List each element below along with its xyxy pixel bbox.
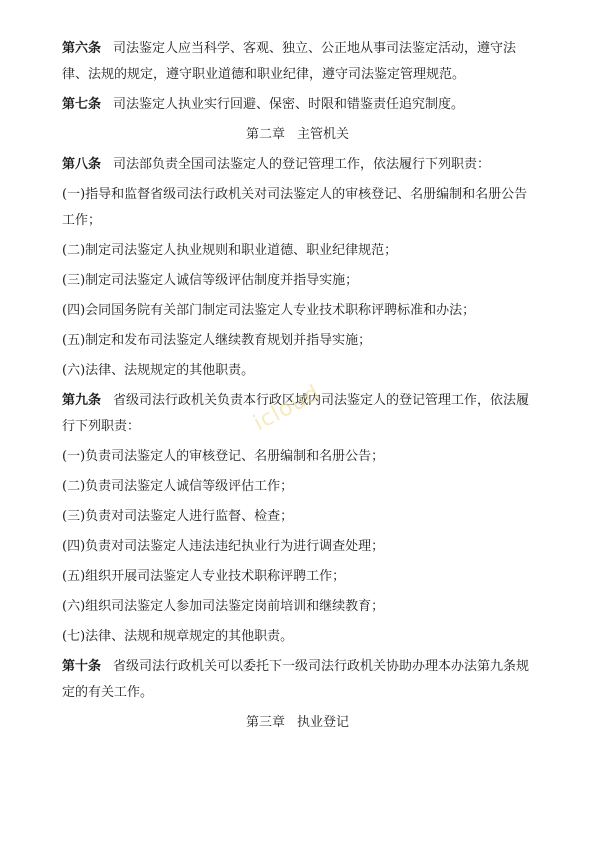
list-item: (六)法律、法规规定的其他职责。	[62, 363, 255, 378]
list-item: (四)负责对司法鉴定人违法违纪执业行为进行调查处理；	[62, 539, 385, 554]
chapter-heading	[62, 122, 533, 148]
article-number: 第九条	[62, 393, 102, 408]
document-body	[62, 36, 533, 736]
chapter-title: 执业登记	[297, 715, 350, 730]
article-paragraph	[62, 36, 533, 88]
article-text: 省级司法行政机关可以委托下一级司法行政机关协助办理本办法第九条规定的有关工作。	[62, 659, 530, 700]
list-item: (一)负责司法鉴定人的审核登记、名册编制和名册公告；	[62, 449, 385, 464]
list-item: (七)法律、法规和规章规定的其他职责。	[62, 629, 294, 644]
article-paragraph	[62, 654, 533, 706]
article-text: 司法鉴定人执业实行回避、保密、时限和错鉴责任追究制度。	[113, 97, 465, 112]
article-number: 第七条	[62, 97, 102, 112]
list-item: (三)制定司法鉴定人诚信等级评估制度并指导实施；	[62, 273, 359, 288]
chapter-heading	[62, 710, 533, 736]
article-text: 省级司法行政机关负责本行政区域内司法鉴定人的登记管理工作，依法履行下列职责：	[62, 393, 530, 434]
chapter-number: 第二章	[245, 127, 285, 142]
list-item: (二)制定司法鉴定人执业规则和职业道德、职业纪律规范；	[62, 243, 398, 258]
article-number: 第十条	[62, 659, 102, 674]
chapter-number: 第三章	[245, 715, 285, 730]
list-item: (五)组织开展司法鉴定人专业技术职称评聘工作；	[62, 569, 346, 584]
article-paragraph	[62, 92, 533, 118]
list-item: (四)会同国务院有关部门制定司法鉴定人专业技术职称评聘标准和办法；	[62, 303, 476, 318]
list-item: (六)组织司法鉴定人参加司法鉴定岗前培训和继续教育；	[62, 599, 385, 614]
article-paragraph	[62, 152, 533, 178]
chapter-title: 主管机关	[297, 127, 350, 142]
watermark-text: icloud	[249, 380, 325, 437]
article-text: 司法鉴定人应当科学、客观、独立、公正地从事司法鉴定活动，遵守法律、法规的规定，遵守职业道德和职业纪律，遵守司法鉴定管理规范。	[62, 41, 517, 82]
article-number: 第六条	[62, 41, 102, 56]
list-item: (五)制定和发布司法鉴定人继续教育规划并指导实施；	[62, 333, 372, 348]
list-item: (三)负责对司法鉴定人进行监督、检查；	[62, 509, 294, 524]
article-number: 第八条	[62, 157, 102, 172]
list-item: (二)负责司法鉴定人诚信等级评估工作；	[62, 479, 294, 494]
article-text: 司法部负责全国司法鉴定人的登记管理工作，依法履行下列职责：	[113, 157, 491, 172]
list-item: (一)指导和监督省级司法行政机关对司法鉴定人的审核登记、名册编制和名册公告工作；	[62, 187, 528, 228]
